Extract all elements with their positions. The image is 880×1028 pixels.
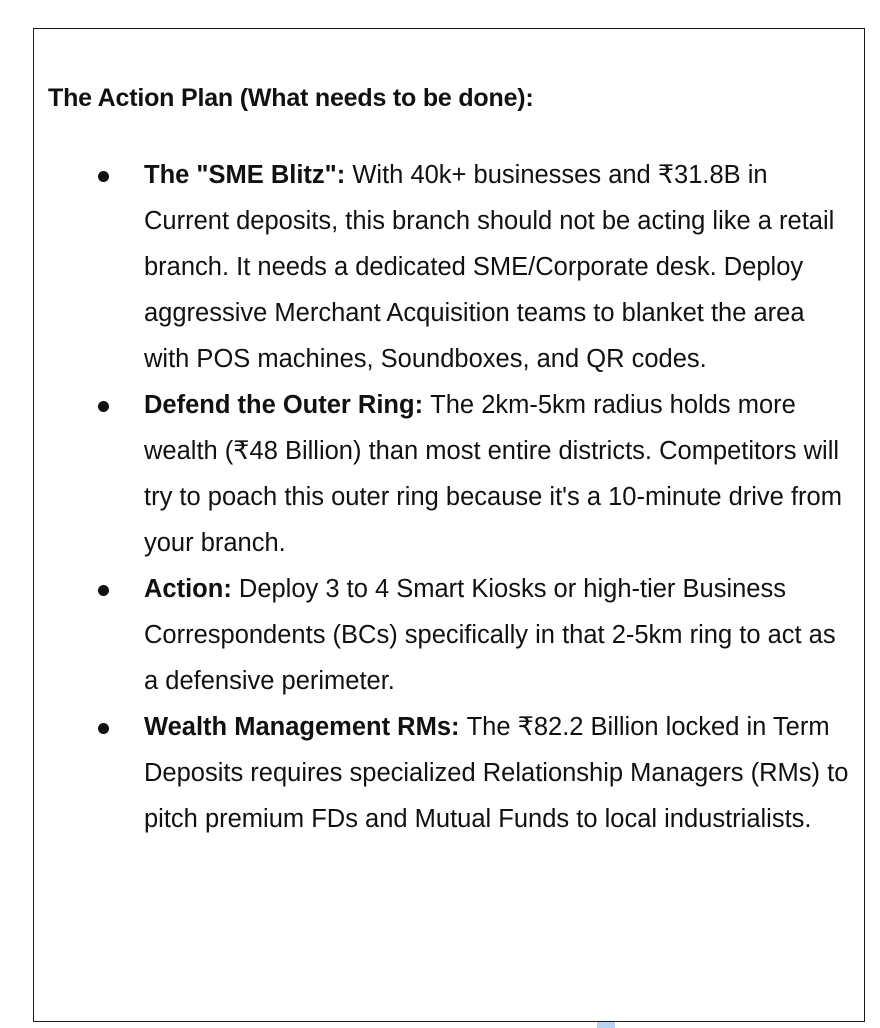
bullet-icon [98,171,109,182]
bullet-icon [98,401,109,412]
list-item [0,704,880,842]
item-text: The 2km-5km radius holds more wealth (₹48 Billion) than most entire districts. Competitors will try to poach this outer ring because it's a 10-minute drive from your branch. [144,391,842,557]
item-title: Wealth Management RMs: [144,713,467,741]
item-title: The "SME Blitz": [144,161,353,189]
item-title: Defend the Outer Ring: [144,391,431,419]
text-cursor-marker [597,1022,615,1028]
bullet-icon [98,585,109,596]
list-item [0,382,880,566]
item-text: The ₹82.2 Billion locked in Term Deposits requires specialized Relationship Managers (RMs) to pitch premium FDs and Mutual Funds to local industrialists. [144,713,849,833]
bullet-icon [98,723,109,734]
item-text: With 40k+ businesses and ₹31.8B in Current deposits, this branch should not be acting like a retail branch. It needs a dedicated SME/Corporate desk. Deploy aggressive Merchant Acquisition teams to blanket the area with POS machines, Soundboxes, and QR codes. [144,161,835,373]
action-plan-list [0,152,880,842]
item-title: Action: [144,575,239,603]
section-heading: The Action Plan (What needs to be done): [48,84,534,112]
list-item [0,566,880,704]
item-text: Deploy 3 to 4 Smart Kiosks or high-tier Business Correspondents (BCs) specifically in that 2-5km ring to act as a defensive perimeter. [144,575,836,695]
list-item [0,152,880,382]
